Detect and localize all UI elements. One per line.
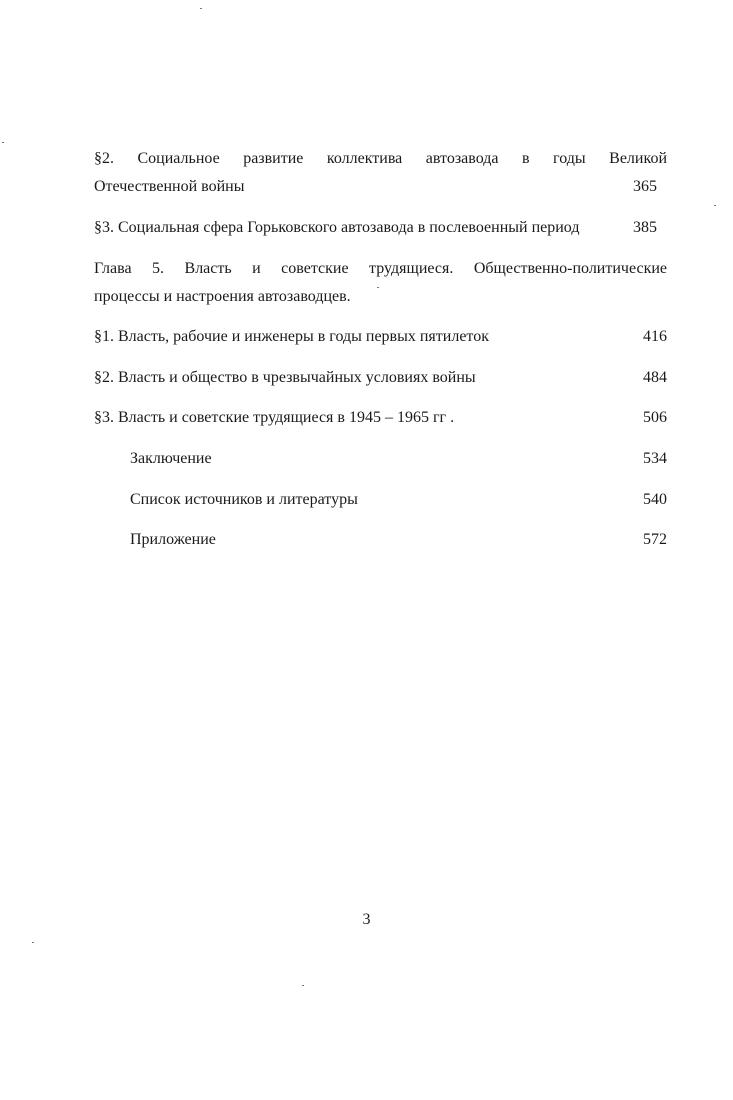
toc-chapter-line2: процессы и настроения автозаводцев.	[94, 288, 351, 305]
toc-entry-page: 540	[643, 491, 667, 508]
toc-entry-title: Заключение	[130, 450, 212, 467]
toc-entry-page: 534	[643, 450, 667, 467]
toc-entry	[94, 530, 667, 550]
toc-entry-title: §3. Социальная сфера Горьковского автозавода в послевоенный период	[94, 219, 580, 236]
toc-entry-title: Приложение	[130, 531, 216, 548]
toc-chapter-heading	[94, 259, 667, 307]
toc-entry	[94, 327, 667, 347]
toc-entry-title: Список источников и литературы	[130, 491, 358, 508]
toc-entry-title: §2. Власть и общество в чрезвычайных условиях войны	[94, 369, 476, 386]
toc-entry-page: 506	[643, 409, 667, 426]
toc-entry	[94, 149, 667, 197]
scan-speck	[302, 985, 304, 986]
scan-speck	[377, 287, 379, 288]
page-number: 3	[362, 911, 371, 928]
toc-chapter-line1: Глава 5. Власть и советские трудящиеся. Общественно-политические	[94, 260, 667, 277]
scan-speck	[714, 205, 716, 206]
toc-entry	[94, 449, 667, 469]
toc-entry-page: 385	[633, 219, 657, 236]
toc-entry-title-line1: §2. Социальное развитие коллектива автозавода в годы Великой	[94, 150, 667, 167]
scan-speck	[200, 8, 202, 9]
toc-entry-title: §1. Власть, рабочие и инженеры в годы первых пятилеток	[94, 328, 489, 345]
toc-entry	[94, 408, 667, 428]
toc-entry	[94, 218, 667, 238]
toc-entry-page: 484	[643, 369, 667, 386]
toc-entry-title: §3. Власть и советские трудящиеся в 1945 – 1965 гг .	[94, 409, 455, 426]
toc-entry-page: 416	[643, 328, 667, 345]
toc-entry-title-line2: Отечественной войны	[94, 178, 245, 195]
toc-entry-page: 365	[633, 178, 657, 195]
scan-speck	[32, 942, 34, 943]
scan-speck	[2, 142, 4, 143]
toc-entry-page: 572	[643, 531, 667, 548]
toc-entry	[94, 368, 667, 388]
toc-entry	[94, 490, 667, 510]
